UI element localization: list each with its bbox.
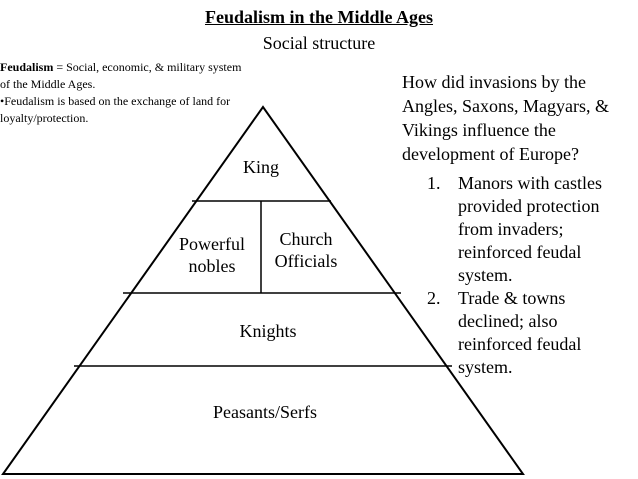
- answer-line: declined; also: [458, 311, 558, 331]
- tier-king: [211, 156, 311, 178]
- definition-term: Feudalism: [0, 60, 54, 74]
- invasion-question: [402, 70, 638, 166]
- question-line: Vikings influence the: [402, 120, 556, 140]
- answer-line: reinforced feudal: [458, 242, 582, 262]
- slide-subtitle: Social structure: [262, 33, 376, 53]
- tier-king-label: King: [243, 157, 279, 177]
- tier-church-line-2: Officials: [274, 251, 338, 271]
- answer-line: Manors with castles: [458, 173, 602, 193]
- answer-list: [402, 172, 638, 379]
- tier-peasants-serfs: [190, 401, 340, 423]
- answer-item-2: [402, 287, 638, 379]
- definition-line-2: of the Middle Ages.: [0, 77, 96, 91]
- tier-nobles-line-2: nobles: [188, 256, 236, 276]
- question-line: How did invasions by the: [402, 72, 586, 92]
- definition-line-4: loyalty/protection.: [0, 111, 89, 125]
- tier-church-line-1: Church: [279, 229, 333, 249]
- tier-powerful-nobles: [162, 233, 262, 277]
- question-line: Angles, Saxons, Magyars, &: [402, 96, 609, 116]
- answer-line: reinforced feudal: [458, 334, 582, 354]
- tier-nobles-line-1: Powerful: [179, 234, 245, 254]
- answer-line: system.: [458, 265, 513, 285]
- tier-peasants-label: Peasants/Serfs: [213, 402, 317, 422]
- answer-item-1: [402, 172, 638, 287]
- definition-line-1-text: = Social, economic, & military system: [53, 60, 242, 74]
- answer-line: system.: [458, 357, 513, 377]
- answer-number: 2.: [427, 288, 441, 308]
- tier-knights: [218, 320, 318, 342]
- tier-knights-label: Knights: [239, 321, 297, 341]
- answer-line: Trade & towns: [458, 288, 566, 308]
- answer-line: provided protection: [458, 196, 600, 216]
- answer-line: from invaders;: [458, 219, 564, 239]
- definition-line-3: •Feudalism is based on the exchange of land for: [0, 94, 231, 108]
- answer-number: 1.: [427, 173, 441, 193]
- slide-title: Feudalism in the Middle Ages: [204, 7, 433, 27]
- tier-church-officials: [256, 228, 356, 272]
- question-line: development of Europe?: [402, 144, 579, 164]
